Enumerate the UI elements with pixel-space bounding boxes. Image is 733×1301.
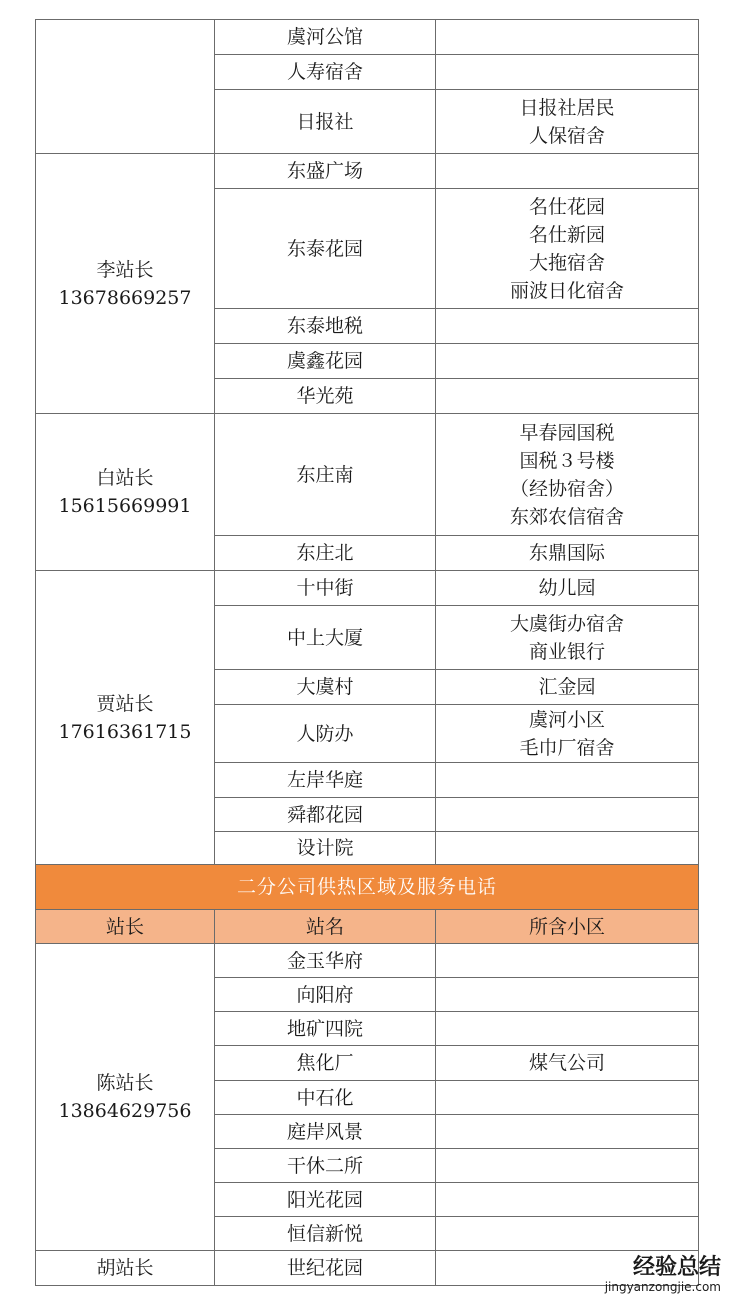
station-name: 干休二所: [215, 1149, 436, 1183]
community-name: 丽波日化宿舍: [509, 279, 624, 302]
community-name: 东郊农信宿舍: [509, 505, 624, 528]
column-header-manager: 站长: [36, 910, 215, 944]
station-name: 东盛广场: [215, 154, 436, 189]
heating-area-table: [35, 19, 699, 1286]
communities-cell: [436, 670, 699, 705]
table-row: [36, 571, 699, 606]
station-name: 舜都花园: [215, 798, 436, 832]
station-name: 庭岸风景: [215, 1115, 436, 1149]
manager-name: 陈站长: [96, 1072, 154, 1094]
station-name: 日报社: [215, 90, 436, 154]
manager-cell: [36, 944, 215, 1251]
table-row: [36, 154, 699, 189]
communities-cell: [436, 344, 699, 379]
station-name: 虞河公馆: [215, 20, 436, 55]
community-name: （经协宿舍）: [509, 477, 624, 500]
communities-cell: [436, 90, 699, 154]
community-name: 大虞街办宿舍: [509, 612, 624, 635]
community-name: 早春园国税: [519, 421, 615, 444]
station-name: 恒信新悦: [215, 1217, 436, 1251]
community-name: 毛巾厂宿舍: [519, 736, 615, 759]
communities-cell: [436, 20, 699, 55]
station-name: 大虞村: [215, 670, 436, 705]
station-name: 中石化: [215, 1081, 436, 1115]
station-name: 人寿宿舍: [215, 55, 436, 90]
watermark-title: 经验总结: [632, 1255, 721, 1280]
column-header-communities: 所含小区: [436, 910, 699, 944]
communities-cell: [436, 832, 699, 865]
station-name: 向阳府: [215, 978, 436, 1012]
communities-cell: [436, 1046, 699, 1081]
column-header-station: 站名: [215, 910, 436, 944]
table-row: [36, 414, 699, 536]
station-name: 东泰花园: [215, 189, 436, 309]
station-name: 阳光花园: [215, 1183, 436, 1217]
communities-cell: [436, 1183, 699, 1217]
communities-cell: [436, 1115, 699, 1149]
communities-cell: [436, 379, 699, 414]
manager-phone: 13864629756: [58, 1100, 192, 1122]
station-name: 东泰地税: [215, 309, 436, 344]
station-name: 东庄北: [215, 536, 436, 571]
watermark-url: jingyanzongjie.com: [604, 1280, 721, 1294]
manager-name: 李站长: [96, 258, 154, 281]
station-name: 金玉华府: [215, 944, 436, 978]
station-name: 地矿四院: [215, 1012, 436, 1046]
community-name: 东鼎国际: [528, 542, 605, 564]
table-row: [36, 944, 699, 978]
station-name: 十中街: [215, 571, 436, 606]
communities-cell: [436, 1081, 699, 1115]
station-name: 设计院: [215, 832, 436, 865]
community-name: 名仕花园: [528, 195, 605, 218]
section-banner-row: [36, 865, 699, 910]
manager-phone: 17616361715: [58, 720, 192, 743]
section-banner: 二分公司供热区域及服务电话: [36, 865, 699, 910]
community-name: 日报社居民: [519, 96, 615, 119]
community-name: 煤气公司: [528, 1052, 605, 1074]
communities-cell: [436, 606, 699, 670]
station-name: 虞鑫花园: [215, 344, 436, 379]
community-name: 大拖宿舍: [528, 251, 605, 274]
community-name: 名仕新园: [528, 223, 605, 246]
communities-cell: [436, 55, 699, 90]
communities-cell: [436, 309, 699, 344]
manager-cell: [36, 571, 215, 865]
station-name: 左岸华庭: [215, 763, 436, 798]
station-name: 人防办: [215, 705, 436, 763]
communities-cell: [436, 1217, 699, 1251]
community-name: 人保宿舍: [528, 124, 605, 147]
manager-cell: [36, 414, 215, 571]
site-watermark: [605, 1257, 721, 1293]
station-name: 东庄南: [215, 414, 436, 536]
communities-cell: [436, 189, 699, 309]
communities-cell: [436, 705, 699, 763]
communities-cell: [436, 1149, 699, 1183]
table-row: [36, 1251, 699, 1286]
station-name: 华光苑: [215, 379, 436, 414]
manager-name: 白站长: [96, 467, 154, 489]
communities-cell: [436, 571, 699, 606]
manager-phone: 13678669257: [58, 286, 192, 309]
community-name: 国税３号楼: [519, 449, 615, 472]
manager-cell-empty: [36, 20, 215, 154]
station-name: 世纪花园: [215, 1251, 436, 1286]
station-name: 焦化厂: [215, 1046, 436, 1081]
manager-name: 胡站长: [96, 1257, 154, 1279]
manager-cell: [36, 1251, 215, 1286]
community-name: 汇金园: [538, 676, 596, 698]
communities-cell: [436, 536, 699, 571]
communities-cell: [436, 944, 699, 978]
table-header-row: [36, 910, 699, 944]
table-row: [36, 20, 699, 55]
communities-cell: [436, 414, 699, 536]
communities-cell: [436, 763, 699, 798]
communities-cell: [436, 798, 699, 832]
community-name: 虞河小区: [528, 708, 605, 731]
manager-cell: [36, 154, 215, 414]
communities-cell: [436, 154, 699, 189]
station-name: 中上大厦: [215, 606, 436, 670]
community-name: 商业银行: [528, 640, 605, 663]
manager-name: 贾站长: [96, 692, 154, 715]
communities-cell: [436, 978, 699, 1012]
community-name: 幼儿园: [538, 577, 596, 599]
manager-phone: 15615669991: [58, 495, 192, 517]
communities-cell: [436, 1012, 699, 1046]
